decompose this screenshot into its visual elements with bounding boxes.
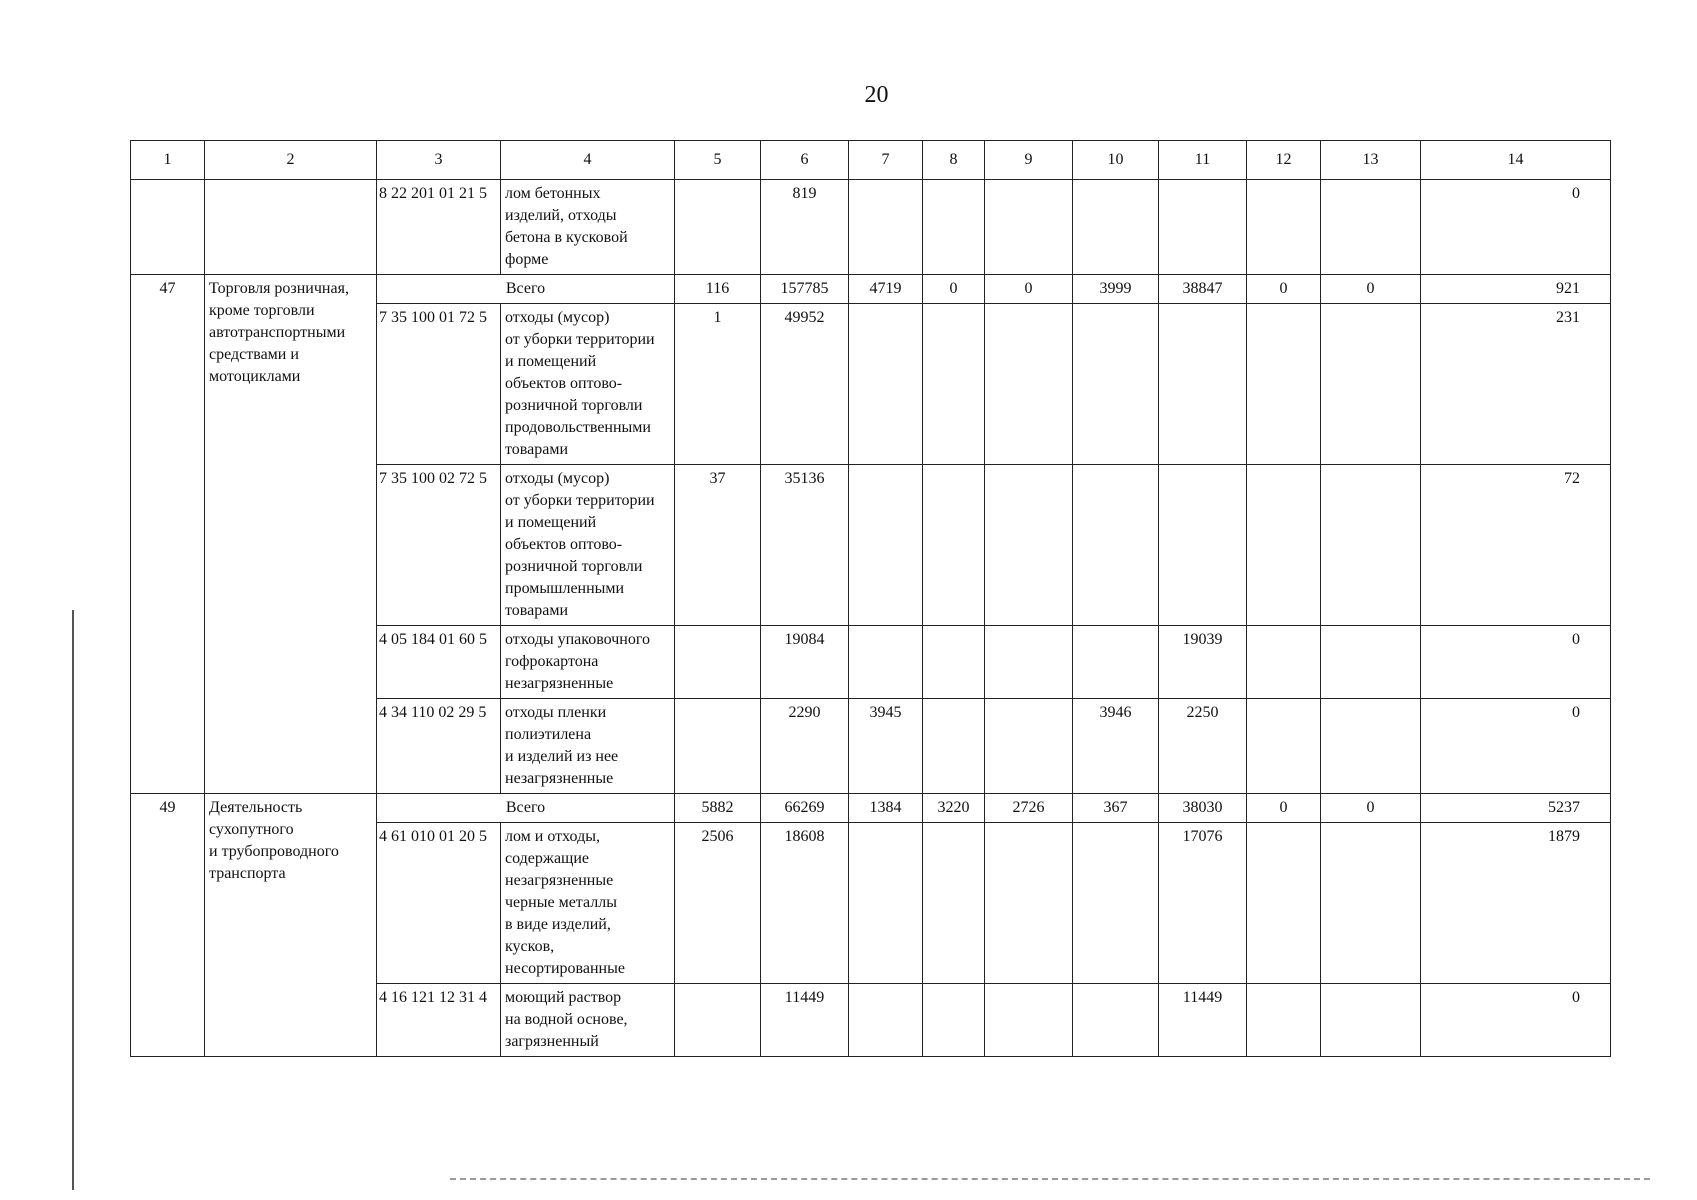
- column-number: 14: [1421, 141, 1611, 180]
- value-cell-col-14: 72: [1421, 465, 1611, 626]
- value-cell-col-13: [1321, 626, 1421, 699]
- value-cell-col-7: [849, 304, 923, 465]
- column-numbers-row: [131, 141, 1611, 180]
- waste-name: [501, 823, 675, 984]
- value-cell-col-9: [985, 699, 1073, 794]
- waste-code: 7 35 100 01 72 5: [377, 304, 501, 465]
- value-cell-col-5: 1: [675, 304, 761, 465]
- value-cell-col-14: 921: [1421, 275, 1611, 304]
- value-cell-col-9: [985, 823, 1073, 984]
- column-number: 4: [501, 141, 675, 180]
- column-number: 7: [849, 141, 923, 180]
- column-number: 10: [1073, 141, 1159, 180]
- waste-name-line: форме: [505, 251, 549, 268]
- value-cell-col-11: [1159, 180, 1247, 275]
- value-cell-col-13: 0: [1321, 275, 1421, 304]
- value-cell-col-13: [1321, 465, 1421, 626]
- waste-name-line: отходы (мусор): [505, 309, 610, 326]
- value-cell-col-11: 19039: [1159, 626, 1247, 699]
- value-cell-col-13: [1321, 984, 1421, 1057]
- waste-name: [501, 984, 675, 1057]
- column-number: 1: [131, 141, 205, 180]
- value-cell-col-10: [1073, 180, 1159, 275]
- waste-name-line: лом бетонных: [505, 185, 601, 202]
- waste-name-line: полиэтилена: [505, 726, 592, 743]
- waste-name-line: моющий раствор: [505, 989, 622, 1006]
- value-cell-col-12: [1247, 699, 1321, 794]
- value-cell-col-7: [849, 823, 923, 984]
- value-cell-col-14: 0: [1421, 699, 1611, 794]
- value-cell-col-10: [1073, 304, 1159, 465]
- value-cell-col-10: 3999: [1073, 275, 1159, 304]
- activity-name: [205, 275, 377, 794]
- value-cell-col-14: 1879: [1421, 823, 1611, 984]
- value-cell-col-5: 37: [675, 465, 761, 626]
- value-cell-col-7: 4719: [849, 275, 923, 304]
- waste-name: [501, 304, 675, 465]
- value-cell-col-9: 0: [985, 275, 1073, 304]
- waste-register-table: [130, 140, 1611, 1057]
- value-cell-col-12: [1247, 626, 1321, 699]
- waste-code: 8 22 201 01 21 5: [377, 180, 501, 275]
- value-cell-col-9: [985, 626, 1073, 699]
- waste-name-line: розничной торговли: [505, 558, 643, 575]
- waste-name-line: отходы упаковочного: [505, 631, 651, 648]
- value-cell-col-6: 819: [761, 180, 849, 275]
- value-cell-col-11: 11449: [1159, 984, 1247, 1057]
- waste-name-line: объектов оптово-: [505, 536, 623, 553]
- waste-name-line: и помещений: [505, 353, 597, 370]
- activity-name-line: и трубопроводного: [209, 843, 339, 860]
- value-cell-col-12: [1247, 984, 1321, 1057]
- waste-code: 4 16 121 12 31 4: [377, 984, 501, 1057]
- activity-number: 47: [131, 275, 205, 794]
- value-cell-col-9: [985, 984, 1073, 1057]
- value-cell-col-6: 35136: [761, 465, 849, 626]
- value-cell-col-11: 38030: [1159, 794, 1247, 823]
- value-cell-col-10: [1073, 823, 1159, 984]
- value-cell-col-8: [923, 304, 985, 465]
- value-cell-col-14: 231: [1421, 304, 1611, 465]
- activity-name: [205, 794, 377, 1057]
- value-cell-col-5: [675, 984, 761, 1057]
- waste-name-line: содержащие: [505, 850, 590, 867]
- value-cell-col-6: 19084: [761, 626, 849, 699]
- column-number: 13: [1321, 141, 1421, 180]
- waste-name-line: незагрязненные: [505, 770, 614, 787]
- value-cell-col-12: [1247, 304, 1321, 465]
- waste-name-line: кусков,: [505, 938, 555, 955]
- waste-name-line: отходы (мусор): [505, 470, 610, 487]
- activity-name-line: сухопутного: [209, 821, 294, 838]
- value-cell-col-10: 3946: [1073, 699, 1159, 794]
- waste-name: [501, 699, 675, 794]
- waste-name-line: от уборки территории: [505, 492, 655, 509]
- activity-name-line: транспорта: [209, 865, 286, 882]
- column-number: 3: [377, 141, 501, 180]
- column-number: 9: [985, 141, 1073, 180]
- waste-name-line: на водной основе,: [505, 1011, 628, 1028]
- waste-name: [501, 626, 675, 699]
- waste-name: [501, 180, 675, 275]
- value-cell-col-12: [1247, 465, 1321, 626]
- scan-artifact-line: [450, 1178, 1650, 1181]
- value-cell-col-10: [1073, 626, 1159, 699]
- value-cell-col-6: 49952: [761, 304, 849, 465]
- value-cell-col-13: 0: [1321, 794, 1421, 823]
- waste-code: 4 61 010 01 20 5: [377, 823, 501, 984]
- total-label: Всего: [377, 794, 675, 823]
- total-label: Всего: [377, 275, 675, 304]
- value-cell-col-5: 116: [675, 275, 761, 304]
- value-cell-col-8: 3220: [923, 794, 985, 823]
- value-cell-col-7: 1384: [849, 794, 923, 823]
- value-cell-col-13: [1321, 304, 1421, 465]
- value-cell-col-11: 38847: [1159, 275, 1247, 304]
- empty-cell: [131, 180, 205, 275]
- waste-name-line: продовольственными: [505, 419, 651, 436]
- value-cell-col-14: 5237: [1421, 794, 1611, 823]
- value-cell-col-9: [985, 465, 1073, 626]
- value-cell-col-6: 157785: [761, 275, 849, 304]
- value-cell-col-14: 0: [1421, 180, 1611, 275]
- waste-name-line: объектов оптово-: [505, 375, 623, 392]
- waste-name-line: промышленными: [505, 580, 625, 597]
- activity-name-line: кроме торговли: [209, 302, 315, 319]
- waste-name-line: розничной торговли: [505, 397, 643, 414]
- value-cell-col-12: 0: [1247, 794, 1321, 823]
- group-total-row: [131, 794, 1611, 823]
- value-cell-col-8: [923, 823, 985, 984]
- value-cell-col-11: 2250: [1159, 699, 1247, 794]
- activity-name-line: Деятельность: [209, 799, 303, 816]
- activity-name-line: средствами и: [209, 346, 299, 363]
- value-cell-col-6: 66269: [761, 794, 849, 823]
- value-cell-col-9: 2726: [985, 794, 1073, 823]
- value-cell-col-14: 0: [1421, 984, 1611, 1057]
- waste-name-line: отходы пленки: [505, 704, 607, 721]
- waste-name-line: загрязненный: [505, 1033, 599, 1050]
- waste-name-line: и помещений: [505, 514, 597, 531]
- value-cell-col-5: [675, 626, 761, 699]
- value-cell-col-5: 2506: [675, 823, 761, 984]
- waste-item-row: [131, 180, 1611, 275]
- value-cell-col-6: 11449: [761, 984, 849, 1057]
- value-cell-col-12: [1247, 823, 1321, 984]
- waste-name-line: несортированные: [505, 960, 625, 977]
- value-cell-col-13: [1321, 180, 1421, 275]
- column-number: 6: [761, 141, 849, 180]
- activity-name-line: автотранспортными: [209, 324, 346, 341]
- value-cell-col-7: [849, 180, 923, 275]
- value-cell-col-6: 2290: [761, 699, 849, 794]
- value-cell-col-8: [923, 180, 985, 275]
- value-cell-col-5: [675, 699, 761, 794]
- column-number: 12: [1247, 141, 1321, 180]
- value-cell-col-6: 18608: [761, 823, 849, 984]
- waste-name-line: черные металлы: [505, 894, 617, 911]
- value-cell-col-8: [923, 626, 985, 699]
- value-cell-col-10: [1073, 984, 1159, 1057]
- activity-name-line: мотоциклами: [209, 368, 301, 385]
- column-number: 2: [205, 141, 377, 180]
- activity-name-line: Торговля розничная,: [209, 280, 349, 297]
- page-number: 20: [864, 82, 889, 108]
- column-number: 8: [923, 141, 985, 180]
- waste-name-line: товарами: [505, 602, 569, 619]
- waste-name-line: лом и отходы,: [505, 828, 600, 845]
- waste-name-line: товарами: [505, 441, 569, 458]
- column-number: 5: [675, 141, 761, 180]
- waste-name-line: гофрокартона: [505, 653, 599, 670]
- value-cell-col-12: 0: [1247, 275, 1321, 304]
- value-cell-col-7: [849, 626, 923, 699]
- waste-name-line: в виде изделий,: [505, 916, 611, 933]
- value-cell-col-8: [923, 465, 985, 626]
- value-cell-col-11: [1159, 304, 1247, 465]
- value-cell-col-8: 0: [923, 275, 985, 304]
- waste-code: 4 05 184 01 60 5: [377, 626, 501, 699]
- value-cell-col-7: [849, 465, 923, 626]
- group-total-row: [131, 275, 1611, 304]
- waste-code: 4 34 110 02 29 5: [377, 699, 501, 794]
- value-cell-col-14: 0: [1421, 626, 1611, 699]
- waste-code: 7 35 100 02 72 5: [377, 465, 501, 626]
- waste-name-line: и изделий из нее: [505, 748, 619, 765]
- value-cell-col-13: [1321, 823, 1421, 984]
- waste-name-line: незагрязненные: [505, 872, 614, 889]
- column-number: 11: [1159, 141, 1247, 180]
- scan-artifact-line: [72, 610, 74, 1190]
- value-cell-col-9: [985, 304, 1073, 465]
- value-cell-col-10: [1073, 465, 1159, 626]
- value-cell-col-7: [849, 984, 923, 1057]
- waste-name: [501, 465, 675, 626]
- value-cell-col-8: [923, 699, 985, 794]
- activity-number: 49: [131, 794, 205, 1057]
- waste-name-line: бетона в кусковой: [505, 229, 628, 246]
- value-cell-col-5: [675, 180, 761, 275]
- value-cell-col-13: [1321, 699, 1421, 794]
- value-cell-col-9: [985, 180, 1073, 275]
- empty-cell: [205, 180, 377, 275]
- value-cell-col-8: [923, 984, 985, 1057]
- value-cell-col-7: 3945: [849, 699, 923, 794]
- value-cell-col-12: [1247, 180, 1321, 275]
- value-cell-col-11: 17076: [1159, 823, 1247, 984]
- waste-name-line: незагрязненные: [505, 675, 614, 692]
- value-cell-col-11: [1159, 465, 1247, 626]
- value-cell-col-5: 5882: [675, 794, 761, 823]
- waste-name-line: от уборки территории: [505, 331, 655, 348]
- value-cell-col-10: 367: [1073, 794, 1159, 823]
- waste-name-line: изделий, отходы: [505, 207, 617, 224]
